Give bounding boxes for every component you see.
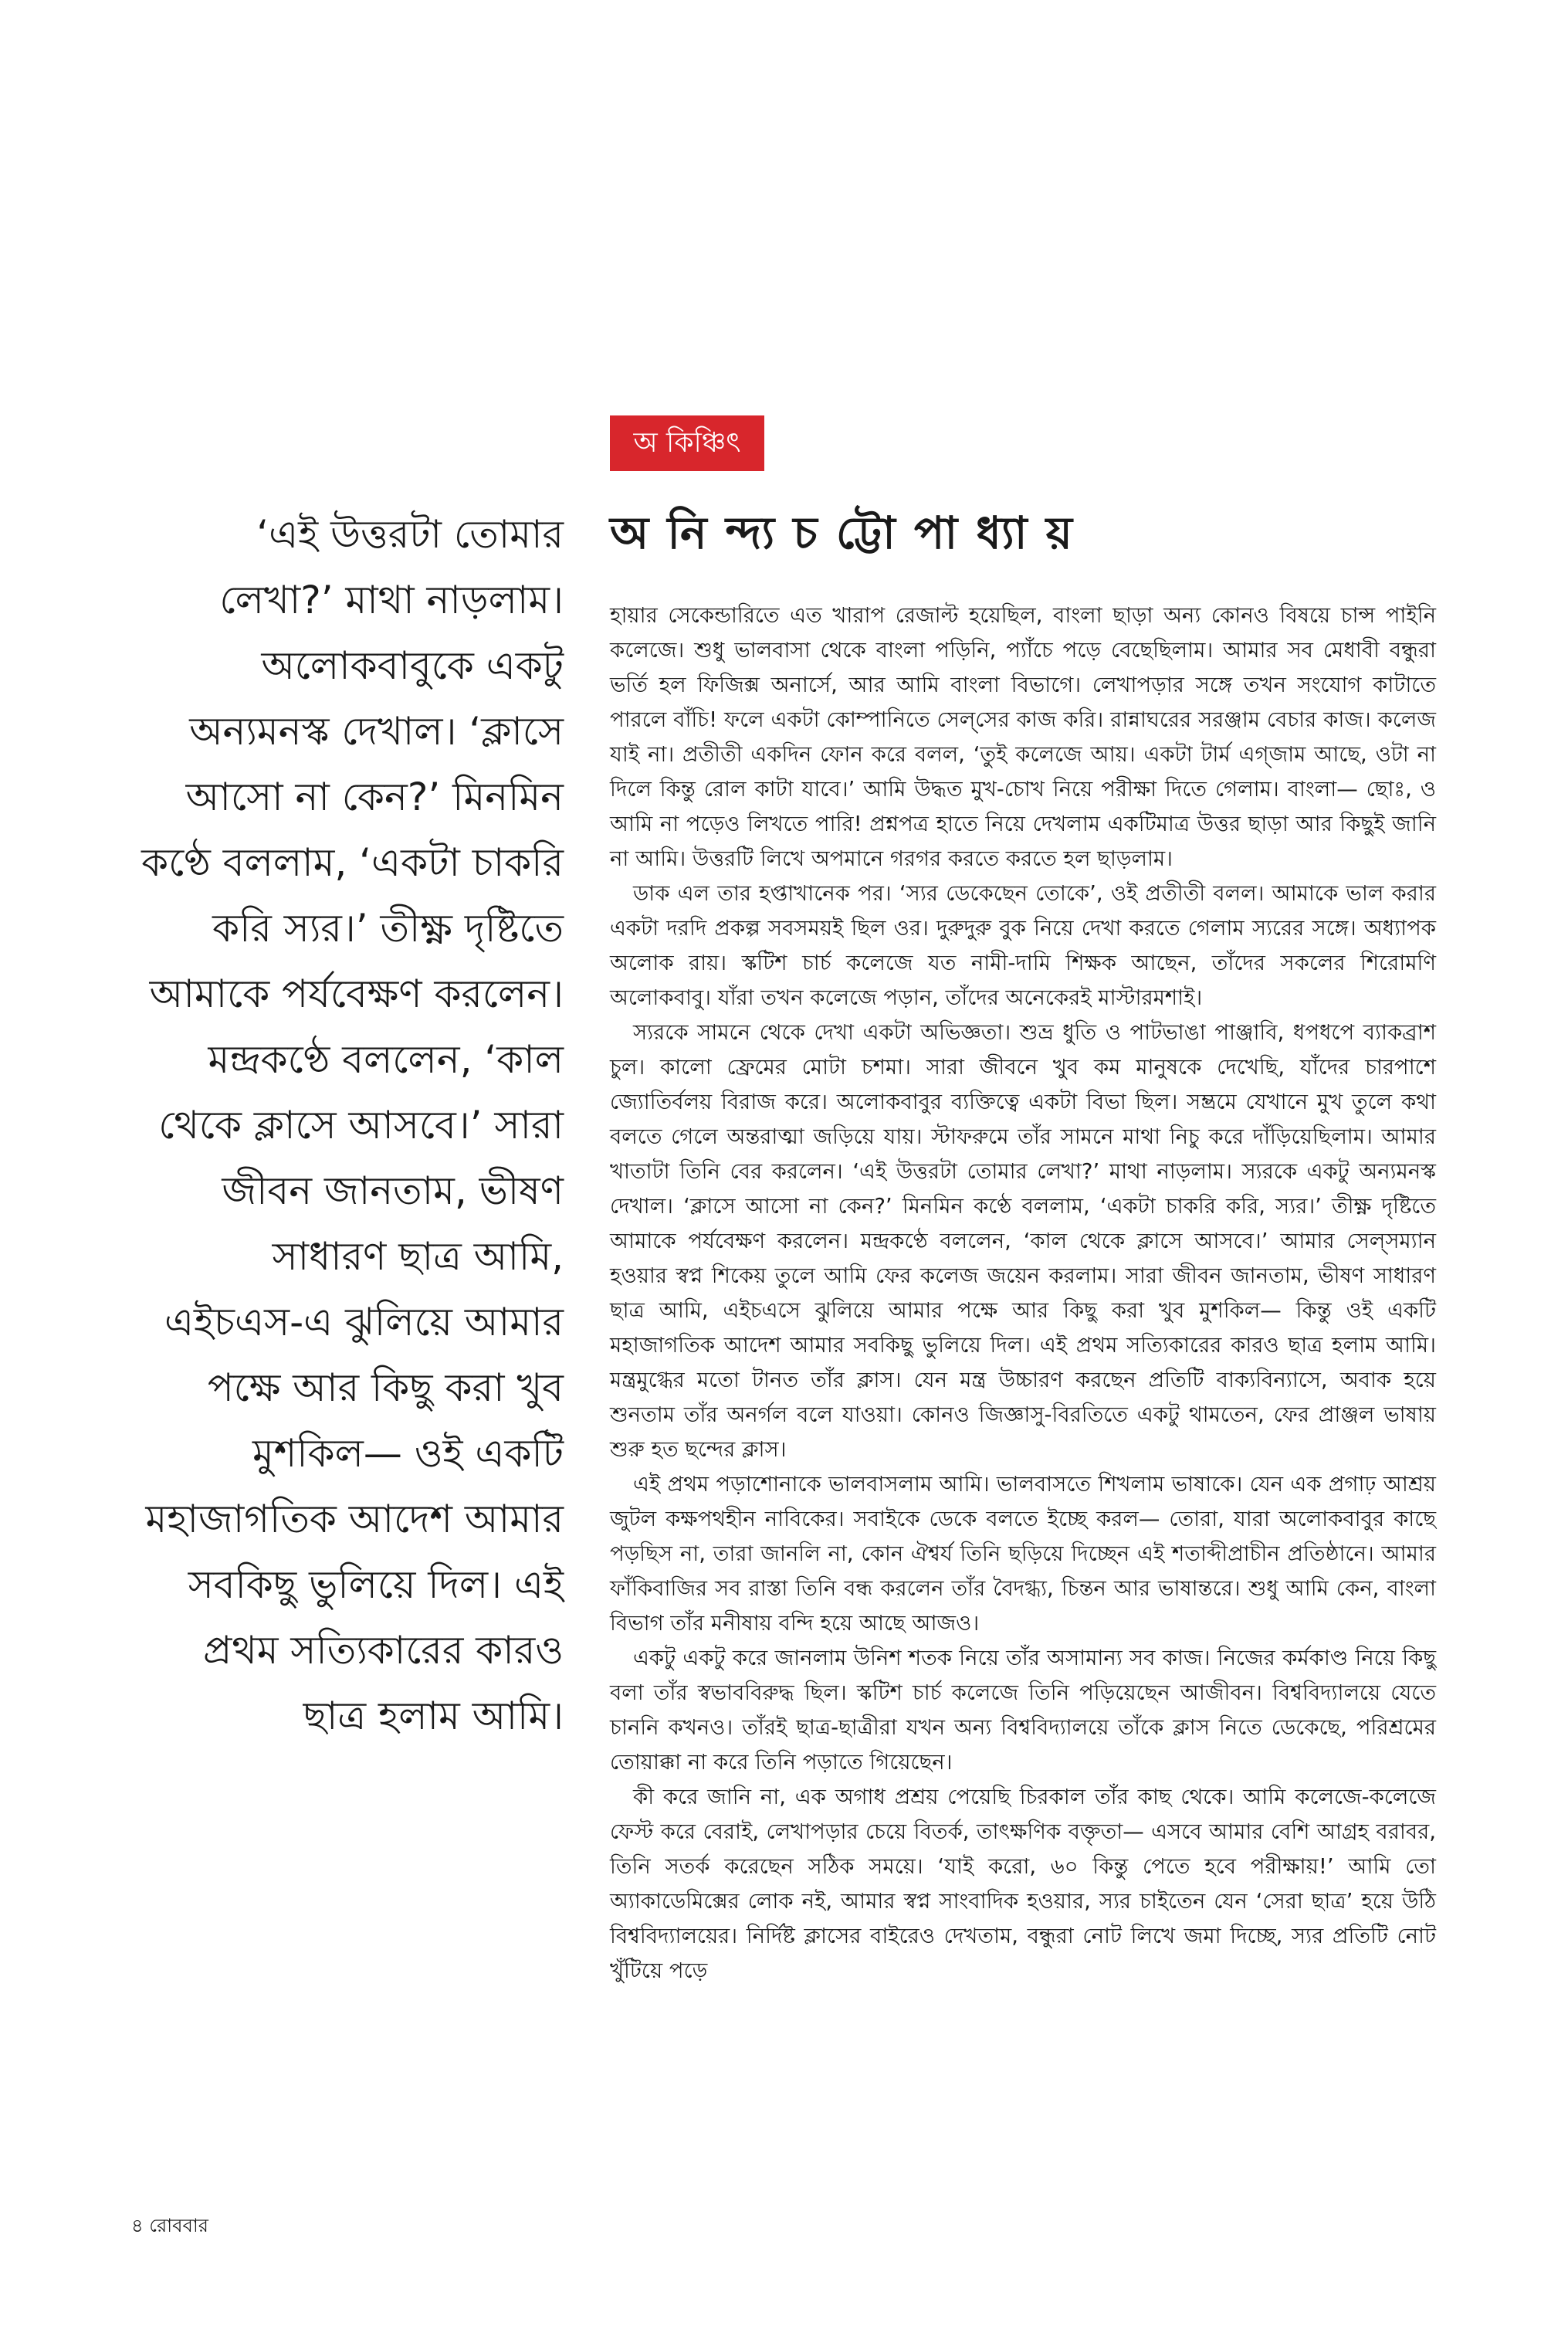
page-footer: ৪ রোববার [131,2215,208,2236]
paragraph: এই প্রথম পড়াশোনাকে ভালবাসলাম আমি। ভালবাসতে শিখলাম ভাষাকে। যেন এক প্রগাঢ় আশ্রয় জুটল কক্ষপথহীন নাবিকের। সবাইকে ডেকে বলতে ইচ্ছে করল— তোরা, যারা অলোকবাবুর কাছে পড়ছিস না, তারা জানলি না, কোন ঐশ্বর্য তিনি ছড়িয়ে দিচ্ছেন এই শতাব্দীপ্রাচীন প্রতিষ্ঠানে। আমার ফাঁকিবাজির সব রাস্তা তিনি বন্ধ করলেন তাঁর বৈদগ্ধ্য, চিন্তন আর ভাষান্তরে। শুধু আমি কেন, বাংলা বিভাগ তাঁর মনীষায় বন্দি হয়ে আছে আজও। [610,1472,1436,1636]
pull-quote-text: ‘এই উত্তরটা তোমার লেখা?’ মাথা নাড়লাম। অলোকবাবুকে একটু অন্যমনস্ক দেখাল। ‘ক্লাসে আসো না কেন?’ মিনমিন কণ্ঠে বললাম, ‘একটা চাকরি করি স্যর।’ তীক্ষ্ণ দৃষ্টিতে আমাকে পর্যবেক্ষণ করলেন। মন্দ্রকণ্ঠে বললেন, ‘কাল থেকে ক্লাসে আসবে।’ সারা জীবন জানতাম, ভীষণ সাধারণ ছাত্র আমি, এইচএস-এ ঝুলিয়ে আমার পক্ষে আর কিছু করা খুব মুশকিল— ওই একটি মহাজাগতিক আদেশ আমার সবকিছু ভুলিয়ে দিল। এই প্রথম সত্যিকারের কারও ছাত্র হলাম আমি। [141,512,564,1738]
section-tag: অ কিঞ্চিৎ [610,415,764,471]
paragraph: হায়ার সেকেন্ডারিতে এত খারাপ রেজাল্ট হয়েছিল, বাংলা ছাড়া অন্য কোনও বিষয়ে চান্স পাইনি কলেজে। শুধু ভালবাসা থেকে বাংলা পড়িনি, প্যাঁচে পড়ে বেছেছিলাম। আমার সব মেধাবী বন্ধুরা ভর্তি হল ফিজিক্স অনার্সে, আর আমি বাংলা বিভাগে। লেখাপড়ার সঙ্গে তখন সংযোগ কাটাতে পারলে বাঁচি! ফলে একটা কোম্পানিতে সেল্‌সের কাজ করি। রান্নাঘরের সরঞ্জাম বেচার কাজ। কলেজ যাই না। প্রতীতী একদিন ফোন করে বলল, ‘তুই কলেজে আয়। একটা টার্ম এগ্‌জাম আছে, ওটা না দিলে কিন্তু রোল কাটা যাবে।’ আমি উদ্ধত মুখ-চোখ নিয়ে পরীক্ষা দিতে গেলাম। বাংলা— ছোঃ, ও আমি না পড়েও লিখতে পারি! প্রশ্নপত্র হাতে নিয়ে দেখলাম একটিমাত্র উত্তর ছাড়া আর কিছুই জানি না আমি। উত্তরটি লিখে অপমানে গরগর করতে করতে হল ছাড়লাম। [610,603,1436,871]
pull-quote [131,502,564,1749]
paragraph: একটু একটু করে জানলাম উনিশ শতক নিয়ে তাঁর অসামান্য সব কাজ। নিজের কর্মকাণ্ড নিয়ে কিছু বলা তাঁর স্বভাববিরুদ্ধ ছিল। স্কটিশ চার্চ কলেজে তিনি পড়িয়েছেন আজীবন। বিশ্ববিদ্যালয়ে যেতে চাননি কখনও। তাঁরই ছাত্র-ছাত্রীরা যখন অন্য বিশ্ববিদ্যালয়ে তাঁকে ক্লাস নিতে ডেকেছে, পরিশ্রমের তোয়াক্কা না করে তিনি পড়াতে গিয়েছেন। [610,1646,1436,1775]
paragraph: ডাক এল তার হপ্তাখানেক পর। ‘স্যর ডেকেছেন তোকে’, ওই প্রতীতী বলল। আমাকে ভাল করার একটা দরদি প্রকল্প সবসময়ই ছিল ওর। দুরুদুরু বুক নিয়ে দেখা করতে গেলাম স্যরের সঙ্গে। অধ্যাপক অলোক রায়। স্কটিশ চার্চ কলেজে যত নামী-দামি শিক্ষক আছেন, তাঁদের সকলের শিরোমণি অলোকবাবু। যাঁরা তখন কলেজে পড়ান, তাঁদের অনেকেরই মাস্টারমশাই। [610,881,1436,1010]
paragraph: স্যরকে সামনে থেকে দেখা একটা অভিজ্ঞতা। শুভ্র ধুতি ও পাটভাঙা পাঞ্জাবি, ধপধপে ব্যাকব্রাশ চুল। কালো ফ্রেমের মোটা চশমা। সারা জীবনে খুব কম মানুষকে দেখেছি, যাঁদের চারপাশে জ্যোতির্বলয় বিরাজ করে। অলোকবাবুর ব্যক্তিত্বে একটা বিভা ছিল। সম্ভ্রমে যেখানে মুখ তুলে কথা বলতে গেলে অন্তরাত্মা জড়িয়ে যায়। স্টাফরুমে তাঁর সামনে মাথা নিচু করে দাঁড়িয়েছিলাম। আমার খাতাটা তিনি বের করলেন। ‘এই উত্তরটা তোমার লেখা?’ মাথা নাড়লাম। স্যরকে একটু অন্যমনস্ক দেখাল। ‘ক্লাসে আসো না কেন?’ মিনমিন কণ্ঠে বললাম, ‘একটা চাকরি করি, স্যর।’ তীক্ষ্ণ দৃষ্টিতে আমাকে পর্যবেক্ষণ করলেন। মন্দ্রকণ্ঠে বললেন, ‘কাল থেকে ক্লাসে আসবে।’ আমার সেল্‌সম্যান হওয়ার স্বপ্ন শিকেয় তুলে আমি ফের কলেজ জয়েন করলাম। সারা জীবন জানতাম, ভীষণ সাধারণ ছাত্র আমি, এইচএসে ঝুলিয়ে আমার পক্ষে আর কিছু করা খুব মুশকিল— কিন্তু ওই একটি মহাজাগতিক আদেশ আমার সবকিছু ভুলিয়ে দিল। এই প্রথম সত্যিকারের কারও ছাত্র হলাম আমি। মন্ত্রমুগ্ধের মতো টানত তাঁর ক্লাস। যেন মন্ত্র উচ্চারণ করছেন প্রতিটি বাক্যবিন্যাসে, অবাক হয়ে শুনতাম তাঁর অনর্গল বলে যাওয়া। কোনও জিজ্ঞাসু-বিরতিতে একটু থামতেন, ফের প্রাঞ্জল ভাষায় শুরু হত ছন্দের ক্লাস। [610,1020,1436,1462]
author-byline: অ নি ন্দ্য চ ট্টো পা ধ্যা য় [610,507,1074,559]
article-body [610,598,1436,1989]
paragraph: কী করে জানি না, এক অগাধ প্রশ্রয় পেয়েছি চিরকাল তাঁর কাছ থেকে। আমি কলেজে-কলেজে ফেস্ট করে বেরাই, লেখাপড়ার চেয়ে বিতর্ক, তাৎক্ষণিক বক্তৃতা— এসবে আমার বেশি আগ্রহ বরাবর, তিনি সতর্ক করেছেন সঠিক সময়ে। ‘যাই করো, ৬০ কিন্তু পেতে হবে পরীক্ষায়!’ আমি তো অ্যাকাডেমিক্সের লোক নই, আমার স্বপ্ন সাংবাদিক হওয়ার, স্যর চাইতেন যেন ‘সেরা ছাত্র’ হয়ে উঠি বিশ্ববিদ্যালয়ের। নির্দিষ্ট ক্লাসের বাইরেও দেখতাম, বন্ধুরা নোট লিখে জমা দিচ্ছে, স্যর প্রতিটি নোট খুঁটিয়ে পড়ে [610,1785,1436,1983]
